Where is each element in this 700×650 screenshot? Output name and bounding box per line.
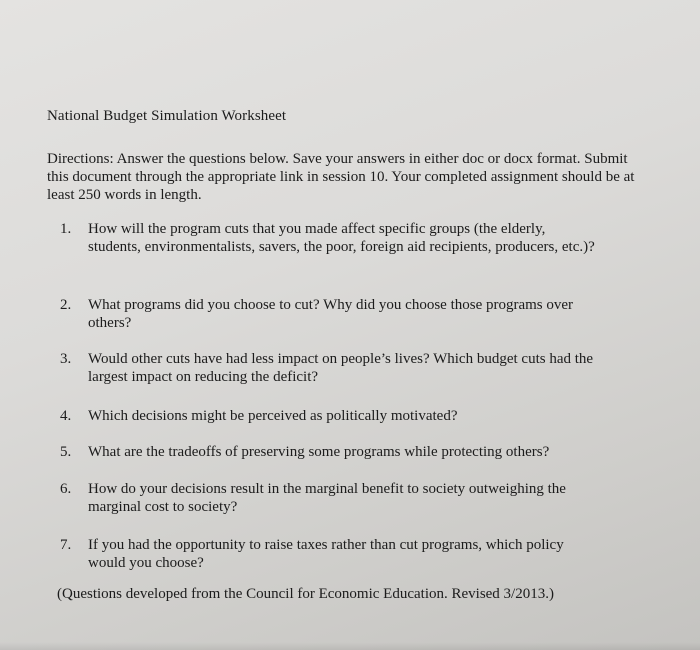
question-item bbox=[60, 296, 600, 332]
question-number: 5. bbox=[60, 444, 72, 460]
question-text: Which decisions might be perceived as politically motivated? bbox=[88, 408, 458, 424]
question-number: 1. bbox=[60, 221, 72, 237]
question-item bbox=[60, 350, 600, 386]
directions-paragraph: Directions: Answer the questions below. Save your answers in either doc or docx format. Submit this document through the appropriate link in session 10. Your completed assignment should be at least 250 words in length. bbox=[47, 151, 635, 203]
question-number: 7. bbox=[60, 537, 72, 553]
question-text: How will the program cuts that you made affect specific groups (the elderly, students, environmentalists, savers, the poor, foreign aid recipients, producers, etc.)? bbox=[88, 221, 595, 255]
question-text: How do your decisions result in the marginal benefit to society outweighing the marginal cost to society? bbox=[88, 481, 566, 515]
screen-bottom-edge bbox=[0, 642, 700, 650]
question-text: What programs did you choose to cut? Why did you choose those programs over others? bbox=[88, 297, 574, 331]
question-number: 3. bbox=[60, 351, 72, 367]
document-title: National Budget Simulation Worksheet bbox=[47, 108, 287, 124]
question-number: 4. bbox=[60, 408, 72, 424]
question-item bbox=[60, 536, 600, 572]
question-number: 2. bbox=[60, 297, 72, 313]
question-text: What are the tradeoffs of preserving some programs while protecting others? bbox=[88, 444, 550, 460]
question-item bbox=[60, 220, 600, 256]
question-item bbox=[60, 407, 600, 425]
question-item bbox=[60, 480, 600, 516]
footer-citation: (Questions developed from the Council for Economic Education. Revised 3/2013.) bbox=[57, 586, 554, 602]
question-text: Would other cuts have had less impact on people’s lives? Which budget cuts had the largest impact on reducing the deficit? bbox=[88, 351, 594, 385]
question-number: 6. bbox=[60, 481, 72, 497]
question-item bbox=[60, 443, 600, 461]
question-text: If you had the opportunity to raise taxes rather than cut programs, which policy would you choose? bbox=[88, 537, 564, 571]
